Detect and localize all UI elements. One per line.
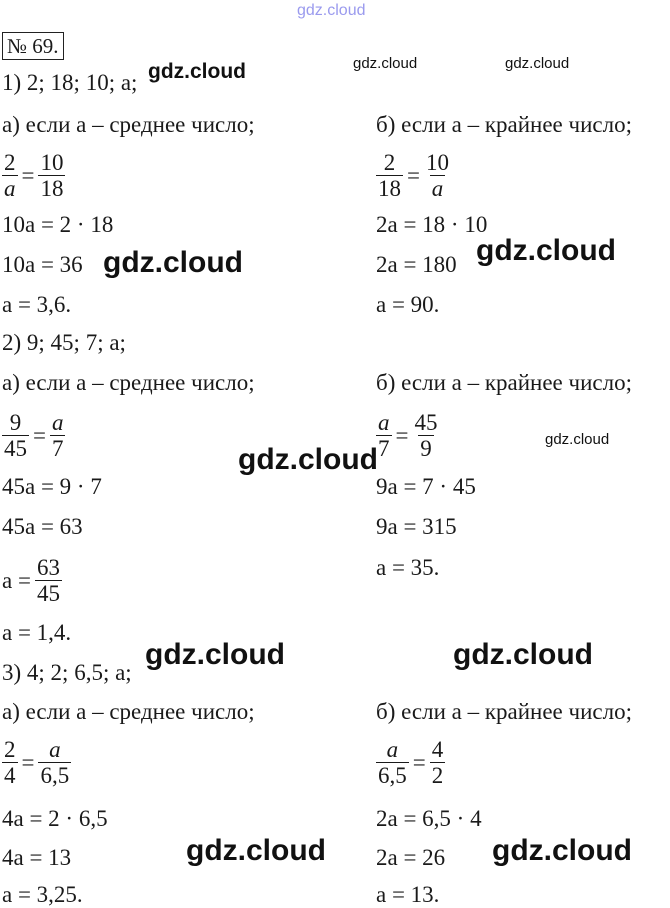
fraction: $\frac{63}{45}$ [36, 555, 60, 606]
watermark-top: gdz.cloud [297, 2, 366, 19]
equation-line: 45a = 9 · 7 [2, 474, 102, 499]
part2-a-fraction-result: a = $\frac{63}{45}$ [2, 555, 60, 606]
fraction: $\frac{a}{6,5}$ [40, 737, 70, 788]
part1-a-label: а) если a – среднее число; [2, 112, 255, 137]
equation-line: 2a = 6,5 · 4 [376, 806, 482, 831]
part3-b-proportion: $\frac{a}{6,5}$ = $\frac{4}{2}$ [378, 737, 444, 788]
part1-b-label: б) если a – крайнее число; [376, 112, 632, 137]
watermark: gdz.cloud [476, 234, 616, 267]
part2-b-label: б) если a – крайнее число; [376, 370, 632, 395]
watermark: gdz.cloud [545, 431, 610, 448]
watermark: gdz.cloud [145, 638, 285, 671]
fraction: $\frac{a}{7}$ [51, 410, 64, 461]
fraction: $\frac{2}{a}$ [4, 150, 16, 201]
watermark: gdz.cloud [453, 638, 593, 671]
fraction: $\frac{10}{18}$ [40, 150, 64, 201]
equation-line: 10a = 36 [2, 252, 83, 277]
equation-line: 9a = 7 · 45 [376, 474, 476, 499]
equation-line: a = 1,4. [2, 620, 72, 645]
part3-a-proportion: $\frac{2}{4}$ = $\frac{a}{6,5}$ [4, 737, 70, 788]
equation-line: 2a = 180 [376, 252, 457, 277]
watermark: gdz.cloud [492, 834, 632, 867]
exercise-number: № 69. [2, 32, 64, 60]
fraction: $\frac{a}{6,5}$ [378, 737, 407, 788]
equation-line: 2a = 18 · 10 [376, 212, 488, 237]
fraction: $\frac{2}{18}$ [378, 150, 401, 201]
equation-line: 45a = 63 [2, 514, 83, 539]
part2-a-label: а) если a – среднее число; [2, 370, 255, 395]
equation-line: 9a = 315 [376, 514, 457, 539]
fraction: $\frac{a}{7}$ [378, 410, 390, 461]
fraction: $\frac{45}{9}$ [414, 410, 438, 461]
fraction: $\frac{10}{a}$ [425, 150, 449, 201]
watermark: gdz.cloud [103, 246, 243, 279]
watermark: gdz.cloud [353, 55, 418, 72]
watermark: gdz.cloud [238, 443, 378, 476]
part1-b-proportion: $\frac{2}{18}$ = $\frac{10}{a}$ [378, 150, 449, 201]
watermark: gdz.cloud [505, 55, 570, 72]
equation-line: a = 3,6. [2, 292, 72, 317]
equation-line: a = 13. [376, 882, 440, 907]
watermark: gdz.cloud [186, 834, 326, 867]
fraction: $\frac{4}{2}$ [431, 737, 444, 788]
part3-title: 3) 4; 2; 6,5; a; [2, 660, 132, 685]
part2-a-proportion: $\frac{9}{45}$ = $\frac{a}{7}$ [4, 410, 64, 461]
fraction: $\frac{2}{4}$ [4, 737, 16, 788]
part3-b-label: б) если a – крайнее число; [376, 699, 632, 724]
equation-line: a = 3,25. [2, 882, 83, 907]
part3-a-label: а) если a – среднее число; [2, 699, 255, 724]
part2-title: 2) 9; 45; 7; a; [2, 330, 126, 355]
watermark: gdz.cloud [148, 60, 246, 83]
equation-line: 2a = 26 [376, 845, 446, 870]
part2-b-proportion: $\frac{a}{7}$ = $\frac{45}{9}$ [378, 410, 438, 461]
equation-line: 4a = 2 · 6,5 [2, 806, 108, 831]
equation-line: a = 35. [376, 555, 440, 580]
equation-line: 4a = 13 [2, 845, 72, 870]
part1-title: 1) 2; 18; 10; a; [2, 70, 138, 95]
equation-line: 10a = 2 · 18 [2, 212, 114, 237]
part1-a-proportion: $\frac{2}{a}$ = $\frac{10}{18}$ [4, 150, 64, 201]
fraction: $\frac{9}{45}$ [4, 410, 27, 461]
equation-line: a = 90. [376, 292, 440, 317]
